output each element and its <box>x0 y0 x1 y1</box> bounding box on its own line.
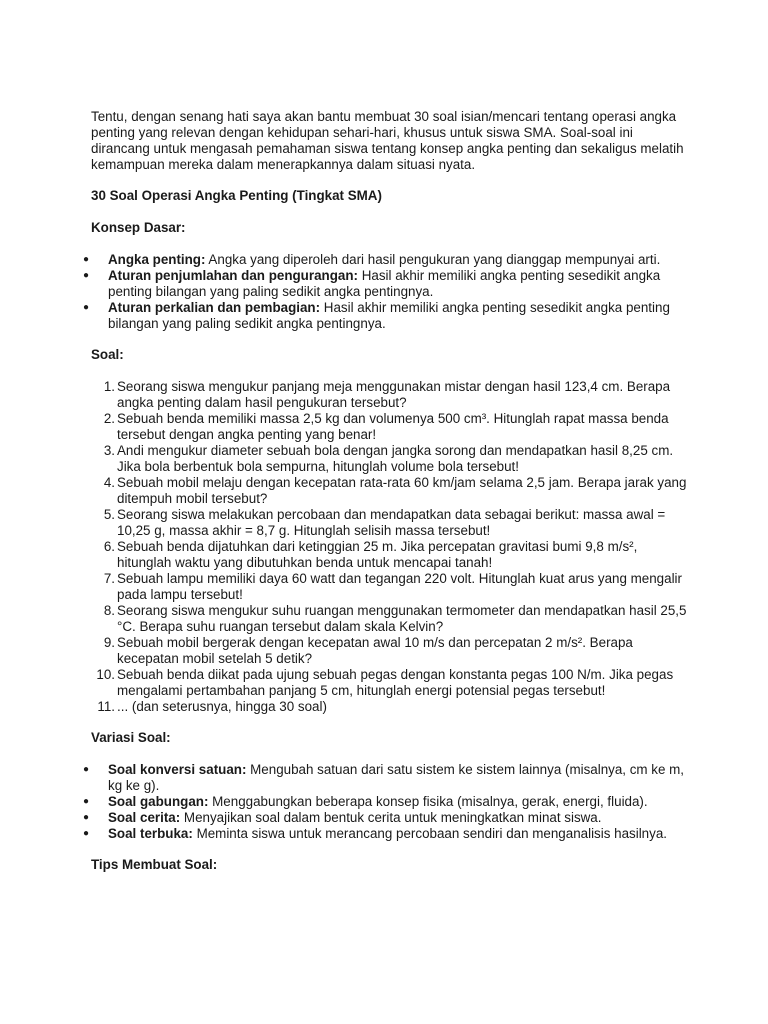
term-description: Menyajikan soal dalam bentuk cerita untuk meningkatkan minat siswa. <box>180 810 602 825</box>
term-label: Soal terbuka: <box>108 826 193 841</box>
item-text: Sebuah benda memiliki massa 2,5 kg dan volumenya 500 cm³. Hitunglah rapat massa benda tersebut dengan angka penting yang benar! <box>117 411 669 442</box>
bullet-icon: ● <box>83 764 90 775</box>
term-label: Soal gabungan: <box>108 794 209 809</box>
item-number: 2. <box>103 411 115 426</box>
item-number: 6. <box>103 539 115 554</box>
term-description: Mengubah satuan dari satu sistem ke sistem lainnya (misalnya, cm ke m, kg ke g). <box>108 762 685 793</box>
list-item <box>91 571 691 603</box>
item-number: 10. <box>96 667 115 682</box>
item-text: Seorang siswa melakukan percobaan dan mendapatkan data sebagai berikut: massa awal = 10,25 g, massa akhir = 8,7 g. Hitunglah selisih massa tersebut! <box>117 507 666 538</box>
konsep-list <box>83 252 691 332</box>
item-number: 3. <box>103 443 115 458</box>
variasi-heading: Variasi Soal: <box>91 730 171 745</box>
term-description: Angka yang diperoleh dari hasil pengukuran yang dianggap mempunyai arti. <box>205 252 661 267</box>
list-item <box>91 603 691 635</box>
list-item <box>91 411 691 443</box>
term-label: Soal cerita: <box>108 810 181 825</box>
term-description: Hasil akhir memiliki angka penting sesedikit angka penting bilangan yang paling sedikit angka pentingnya. <box>108 268 661 299</box>
document-page <box>83 109 691 889</box>
tips-heading: Tips Membuat Soal: <box>91 857 218 872</box>
item-number: 1. <box>103 379 115 394</box>
item-number: 7. <box>103 571 115 586</box>
item-text: Sebuah mobil bergerak dengan kecepatan awal 10 m/s dan percepatan 2 m/s². Berapa kecepatan mobil setelah 5 detik? <box>117 635 633 666</box>
list-item <box>91 507 691 539</box>
item-text: Andi mengukur diameter sebuah bola dengan jangka sorong dan mendapatkan hasil 8,25 cm. Jika bola berbentuk bola sempurna, hitunglah volume bola tersebut! <box>117 443 674 474</box>
bullet-icon: ● <box>83 796 90 807</box>
list-item <box>83 300 691 332</box>
bullet-icon: ● <box>83 254 90 265</box>
soal-list <box>91 379 691 715</box>
item-number: 9. <box>103 635 115 650</box>
list-item <box>91 699 691 715</box>
konsep-heading: Konsep Dasar: <box>91 220 186 235</box>
item-text: ... (dan seterusnya, hingga 30 soal) <box>117 699 327 714</box>
item-number: 8. <box>103 603 115 618</box>
list-item <box>91 443 691 475</box>
list-item <box>83 826 691 842</box>
list-item <box>83 762 691 794</box>
list-item <box>83 810 691 826</box>
item-text: Seorang siswa mengukur panjang meja menggunakan mistar dengan hasil 123,4 cm. Berapa angka penting dalam hasil pengukuran tersebut? <box>117 379 671 410</box>
list-item <box>91 379 691 411</box>
term-description: Hasil akhir memiliki angka penting sesedikit angka penting bilangan yang paling sedikit angka pentingnya. <box>108 300 670 331</box>
item-number: 4. <box>103 475 115 490</box>
bullet-icon: ● <box>83 270 90 281</box>
list-item <box>91 667 691 699</box>
term-label: Angka penting: <box>108 252 206 267</box>
term-description: Menggabungkan beberapa konsep fisika (misalnya, gerak, energi, fluida). <box>208 794 648 809</box>
bullet-icon: ● <box>83 828 90 839</box>
item-number: 5. <box>103 507 115 522</box>
bullet-icon: ● <box>83 302 90 313</box>
item-number: 11. <box>97 699 115 714</box>
bullet-icon: ● <box>83 812 90 823</box>
list-item <box>83 268 691 300</box>
list-item <box>91 635 691 667</box>
item-text: Sebuah benda dijatuhkan dari ketinggian 25 m. Jika percepatan gravitasi bumi 9,8 m/s², hitunglah waktu yang dibutuhkan benda untuk mencapai tanah! <box>117 539 638 570</box>
item-text: Seorang siswa mengukur suhu ruangan menggunakan termometer dan mendapatkan hasil 25,5 °C. Berapa suhu ruangan tersebut dalam skala Kelvin? <box>117 603 687 634</box>
item-text: Sebuah lampu memiliki daya 60 watt dan tegangan 220 volt. Hitunglah kuat arus yang mengalir pada lampu tersebut! <box>117 571 682 602</box>
term-label: Aturan penjumlahan dan pengurangan: <box>108 268 358 283</box>
document-title: 30 Soal Operasi Angka Penting (Tingkat SMA) <box>91 188 382 203</box>
list-item <box>91 475 691 507</box>
item-text: Sebuah mobil melaju dengan kecepatan rata-rata 60 km/jam selama 2,5 jam. Berapa jarak yang ditempuh mobil tersebut? <box>117 475 687 506</box>
term-label: Aturan perkalian dan pembagian: <box>108 300 321 315</box>
variasi-list <box>83 762 691 842</box>
list-item <box>83 794 691 810</box>
intro-paragraph: Tentu, dengan senang hati saya akan bantu membuat 30 soal isian/mencari tentang operasi angka penting yang relevan dengan kehidupan sehari-hari, khusus untuk siswa SMA. Soal-soal ini dirancang untuk mengasah pemahaman siswa tentang konsep angka penting dan sekaligus melatih kemampuan mereka dalam menerapkannya dalam situasi nyata. <box>91 109 684 172</box>
term-description: Meminta siswa untuk merancang percobaan sendiri dan menganalisis hasilnya. <box>192 826 667 841</box>
list-item <box>91 539 691 571</box>
soal-heading: Soal: <box>91 347 124 362</box>
item-text: Sebuah benda diikat pada ujung sebuah pegas dengan konstanta pegas 100 N/m. Jika pegas mengalami pertambahan panjang 5 cm, hitunglah energi potensial pegas tersebut! <box>117 667 674 698</box>
list-item <box>83 252 691 268</box>
term-label: Soal konversi satuan: <box>108 762 247 777</box>
